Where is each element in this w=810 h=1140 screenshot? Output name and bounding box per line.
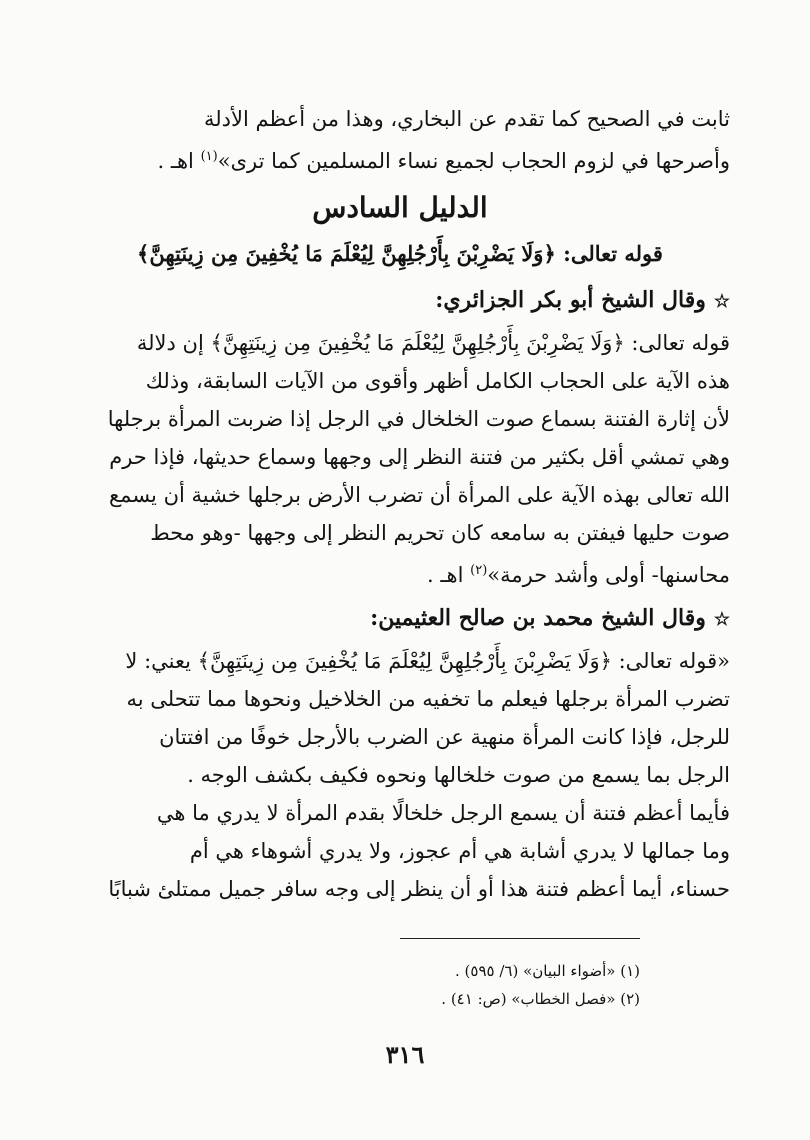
page-number: ٣١٦ (385, 1040, 425, 1069)
text-line: فأيما أعظم فتنة أن يسمع الرجل خلخالًا بقدم المرأة لا يدري ما هي (156, 801, 730, 825)
text-line: صوت حليها فيفتن به سامعه كان تحريم النظر إلى وجهها -وهو محط (150, 521, 730, 545)
text-line: وما جمالها لا يدري أشابة هي أم عجوز، ولا يدري أشوهاء هي أم (189, 839, 730, 863)
last-line-end: اهـ . (427, 563, 471, 587)
paragraph-uthaymeen (70, 642, 730, 908)
text-line: وهي تمشي أقل بكثير من فتنة النظر إلى وجهها وسماع حديثها، فإذا حرم (109, 445, 730, 469)
section-title-uthaymeen (70, 598, 730, 640)
footnote-divider (400, 938, 640, 939)
text-line: تضرب المرأة برجلها فيعلم ما تخفيه من الخلاخيل ونحوها مما تتحلى به (126, 687, 730, 711)
footnote-1: (١) «أضواء البيان» (٦/ ٥٩٥) . (455, 962, 640, 980)
page-body (70, 100, 730, 908)
last-line-text: محاسنها- أولى وأشد حرمة» (487, 563, 730, 587)
footnote-2: (٢) «فصل الخطاب» (ص: ٤١) . (441, 990, 640, 1008)
text-line: حسناء، أيما أعظم فتنة هذا أو أن ينظر إلى وجه سافر جميل ممتلئ شبابًا (108, 877, 730, 901)
section-title-jazairi (70, 280, 730, 322)
continuation-line-1: ثابت في الصحيح كما تقدم عن البخاري، وهذا من أعظم الأدلة (203, 107, 730, 131)
star-icon: ☆ (713, 609, 730, 630)
text-line: هذه الآية على الحجاب الكامل أظهر وأقوى من الآيات السابقة، وذلك (145, 369, 730, 393)
continuation-line-2 (70, 138, 730, 180)
star-icon: ☆ (713, 291, 730, 312)
main-verse: قوله تعالى: ﴿وَلَا يَضْرِبْنَ بِأَرْجُلِهِنَّ لِيُعْلَمَ مَا يُخْفِينَ مِن زِينَتِهِنَّ﴾ (137, 241, 663, 266)
continuation-line-2-end: اهـ . (157, 149, 201, 173)
text-line: «قوله تعالى: ﴿وَلَا يَضْرِبْنَ بِأَرْجُلِهِنَّ لِيُعْلَمَ مَا يُخْفِينَ مِن زِينَتِهِنَّ﴾ يعني: لا (125, 649, 730, 673)
section-title-uthaymeen-text: وقال الشيخ محمد بن صالح العثيمين: (370, 605, 706, 631)
section-title-jazairi-text: وقال الشيخ أبو بكر الجزائري: (435, 287, 706, 313)
footnotes (400, 938, 640, 1013)
text-line: الله تعالى بهذه الآية على المرأة أن تضرب الأرض برجلها خشية أن يسمع (109, 483, 730, 507)
section-heading: الدليل السادس (312, 191, 488, 224)
text-line-last (70, 552, 730, 594)
footnote-ref-1: (١) (200, 149, 218, 164)
paragraph-jazairi (70, 324, 730, 594)
continuation-line-2-text: وأصرحها في لزوم الحجاب لجميع نساء المسلمين كما ترى» (217, 149, 730, 173)
text-line: الرجل بما يسمع من صوت خلخالها ونحوه فكيف بكشف الوجه . (187, 763, 730, 787)
text-line: قوله تعالى: ﴿وَلَا يَضْرِبْنَ بِأَرْجُلِهِنَّ لِيُعْلَمَ مَا يُخْفِينَ مِن زِينَتِهِنَّ﴾ إن دلالة (136, 331, 730, 355)
footnote-ref-2: (٢) (470, 563, 488, 578)
text-line: للرجل، فإذا كانت المرأة منهية عن الضرب بالأرجل خوفًا من افتتان (159, 725, 730, 749)
text-line: لأن إثارة الفتنة بسماع صوت الخلخال في الرجل إذا ضربت المرأة برجلها (107, 407, 730, 431)
